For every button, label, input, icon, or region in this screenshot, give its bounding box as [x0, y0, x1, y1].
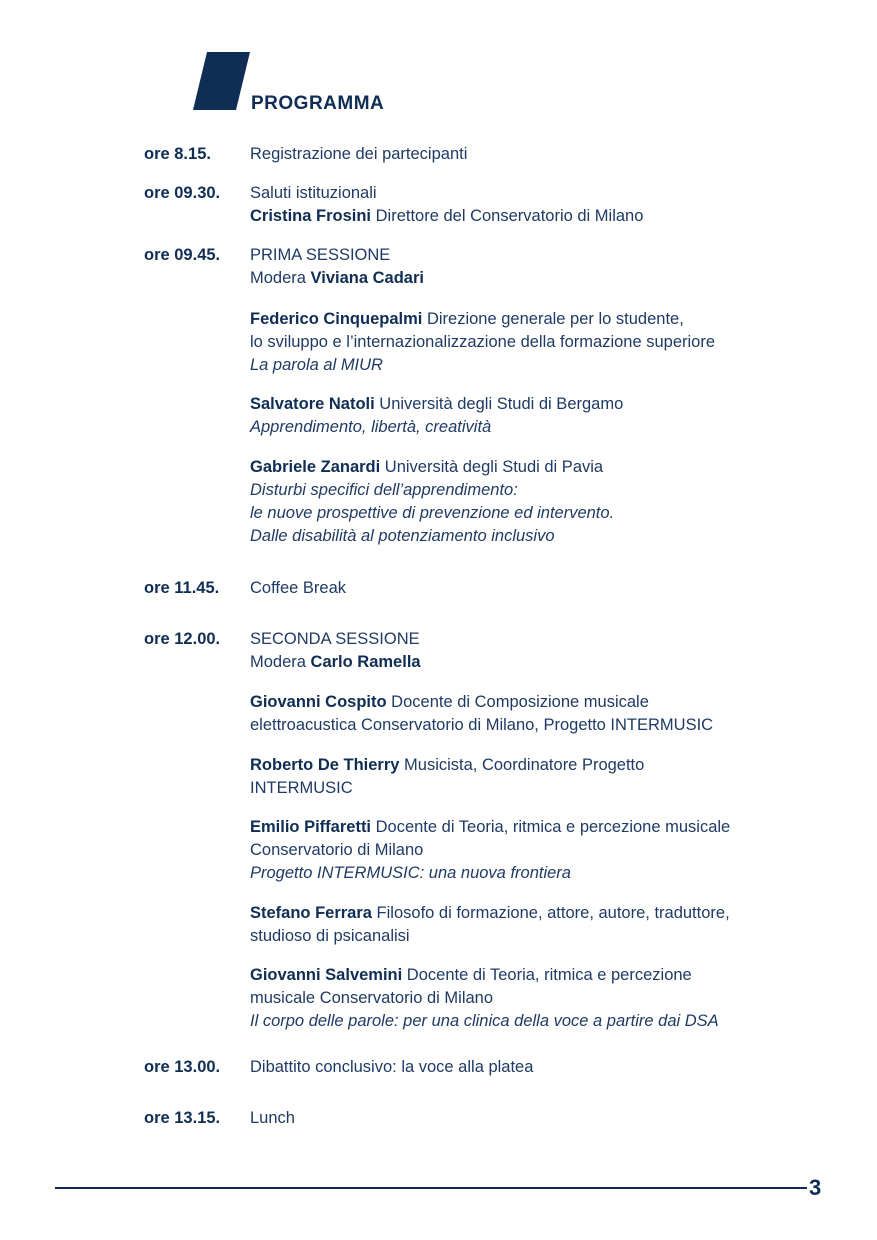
speaker-role: Università degli Studi di Bergamo [374, 395, 624, 413]
schedule-time: ore 09.30. [144, 184, 221, 202]
speaker-role-continued: Conservatorio di Milano [250, 841, 424, 859]
speaker-role: Docente di Teoria, ritmica e percezione [402, 966, 692, 984]
speaker-role: Università degli Studi di Pavia [380, 458, 604, 476]
moderator-prefix: Modera [250, 269, 311, 287]
talk-title: Disturbi specifici dell’apprendimento: [250, 481, 518, 499]
speaker-name: Cristina Frosini [250, 207, 372, 225]
speaker-role-continued: INTERMUSIC [250, 779, 353, 797]
schedule-time: ore 8.15. [144, 145, 211, 163]
speaker-name: Salvatore Natoli [250, 395, 375, 413]
page-number: 3 [809, 1175, 822, 1200]
speaker-role: Direttore del Conservatorio di Milano [371, 207, 644, 225]
speaker-line [250, 205, 840, 228]
moderator-prefix: Modera [250, 653, 311, 671]
schedule-time: ore 09.45. [144, 246, 221, 264]
schedule-time: ore 11.45. [144, 579, 220, 597]
talk-title: Dalle disabilità al potenziamento inclusivo [250, 527, 555, 545]
schedule-text: Dibattito conclusivo: la voce alla platea [250, 1058, 534, 1076]
speaker-role-continued: elettroacustica Conservatorio di Milano, Progetto INTERMUSIC [250, 716, 714, 734]
schedule-content [250, 244, 840, 290]
speaker-role-continued: lo sviluppo e l’internazionalizzazione della formazione superiore [250, 333, 716, 351]
schedule-text: Coffee Break [250, 579, 347, 597]
schedule-text: Lunch [250, 1109, 295, 1127]
schedule-content [250, 577, 840, 600]
talk-title: le nuove prospettive di prevenzione ed intervento. [250, 504, 615, 522]
talk-title: Progetto INTERMUSIC: una nuova frontiera [250, 864, 571, 882]
speaker-name: Roberto De Thierry [250, 756, 400, 774]
schedule-content [250, 1107, 840, 1130]
moderator-line [250, 267, 840, 290]
speaker-role: Docente di Teoria, ritmica e percezione musicale [371, 818, 731, 836]
schedule-content [250, 1056, 840, 1079]
talk-title: Apprendimento, libertà, creatività [250, 418, 492, 436]
brand-parallelogram-logo [193, 52, 250, 110]
speaker-name: Giovanni Cospito [250, 693, 387, 711]
page-title: PROGRAMMA [251, 93, 385, 114]
speaker-name: Federico Cinquepalmi [250, 310, 423, 328]
schedule-time: ore 13.00. [144, 1058, 221, 1076]
session-title: PRIMA SESSIONE [250, 246, 391, 264]
schedule-content [250, 143, 840, 166]
talk-title: Il corpo delle parole: per una clinica della voce a partire dai DSA [250, 1012, 719, 1030]
talk-title: La parola al MIUR [250, 356, 383, 374]
speaker-role-continued: musicale Conservatorio di Milano [250, 989, 494, 1007]
speaker-role: Docente di Composizione musicale [386, 693, 649, 711]
moderator-line [250, 651, 840, 674]
speaker-role: Filosofo di formazione, attore, autore, traduttore, [371, 904, 730, 922]
moderator-name: Viviana Cadari [310, 269, 424, 287]
moderator-name: Carlo Ramella [310, 653, 421, 671]
speaker-name: Stefano Ferrara [250, 904, 372, 922]
footer-rule [55, 1187, 807, 1189]
schedule-content [250, 628, 840, 674]
speaker-name: Emilio Piffaretti [250, 818, 372, 836]
speaker-role-continued: studioso di psicanalisi [250, 927, 410, 945]
schedule-time: ore 12.00. [144, 630, 221, 648]
schedule-text: Registrazione dei partecipanti [250, 145, 468, 163]
speaker-role: Musicista, Coordinatore Progetto [399, 756, 645, 774]
speaker-name: Giovanni Salvemini [250, 966, 403, 984]
schedule-content [250, 182, 840, 228]
schedule-time: ore 13.15. [144, 1109, 221, 1127]
session-title: SECONDA SESSIONE [250, 630, 420, 648]
schedule-text: Saluti istituzionali [250, 184, 377, 202]
speaker-name: Gabriele Zanardi [250, 458, 381, 476]
speaker-role: Direzione generale per lo studente, [422, 310, 684, 328]
